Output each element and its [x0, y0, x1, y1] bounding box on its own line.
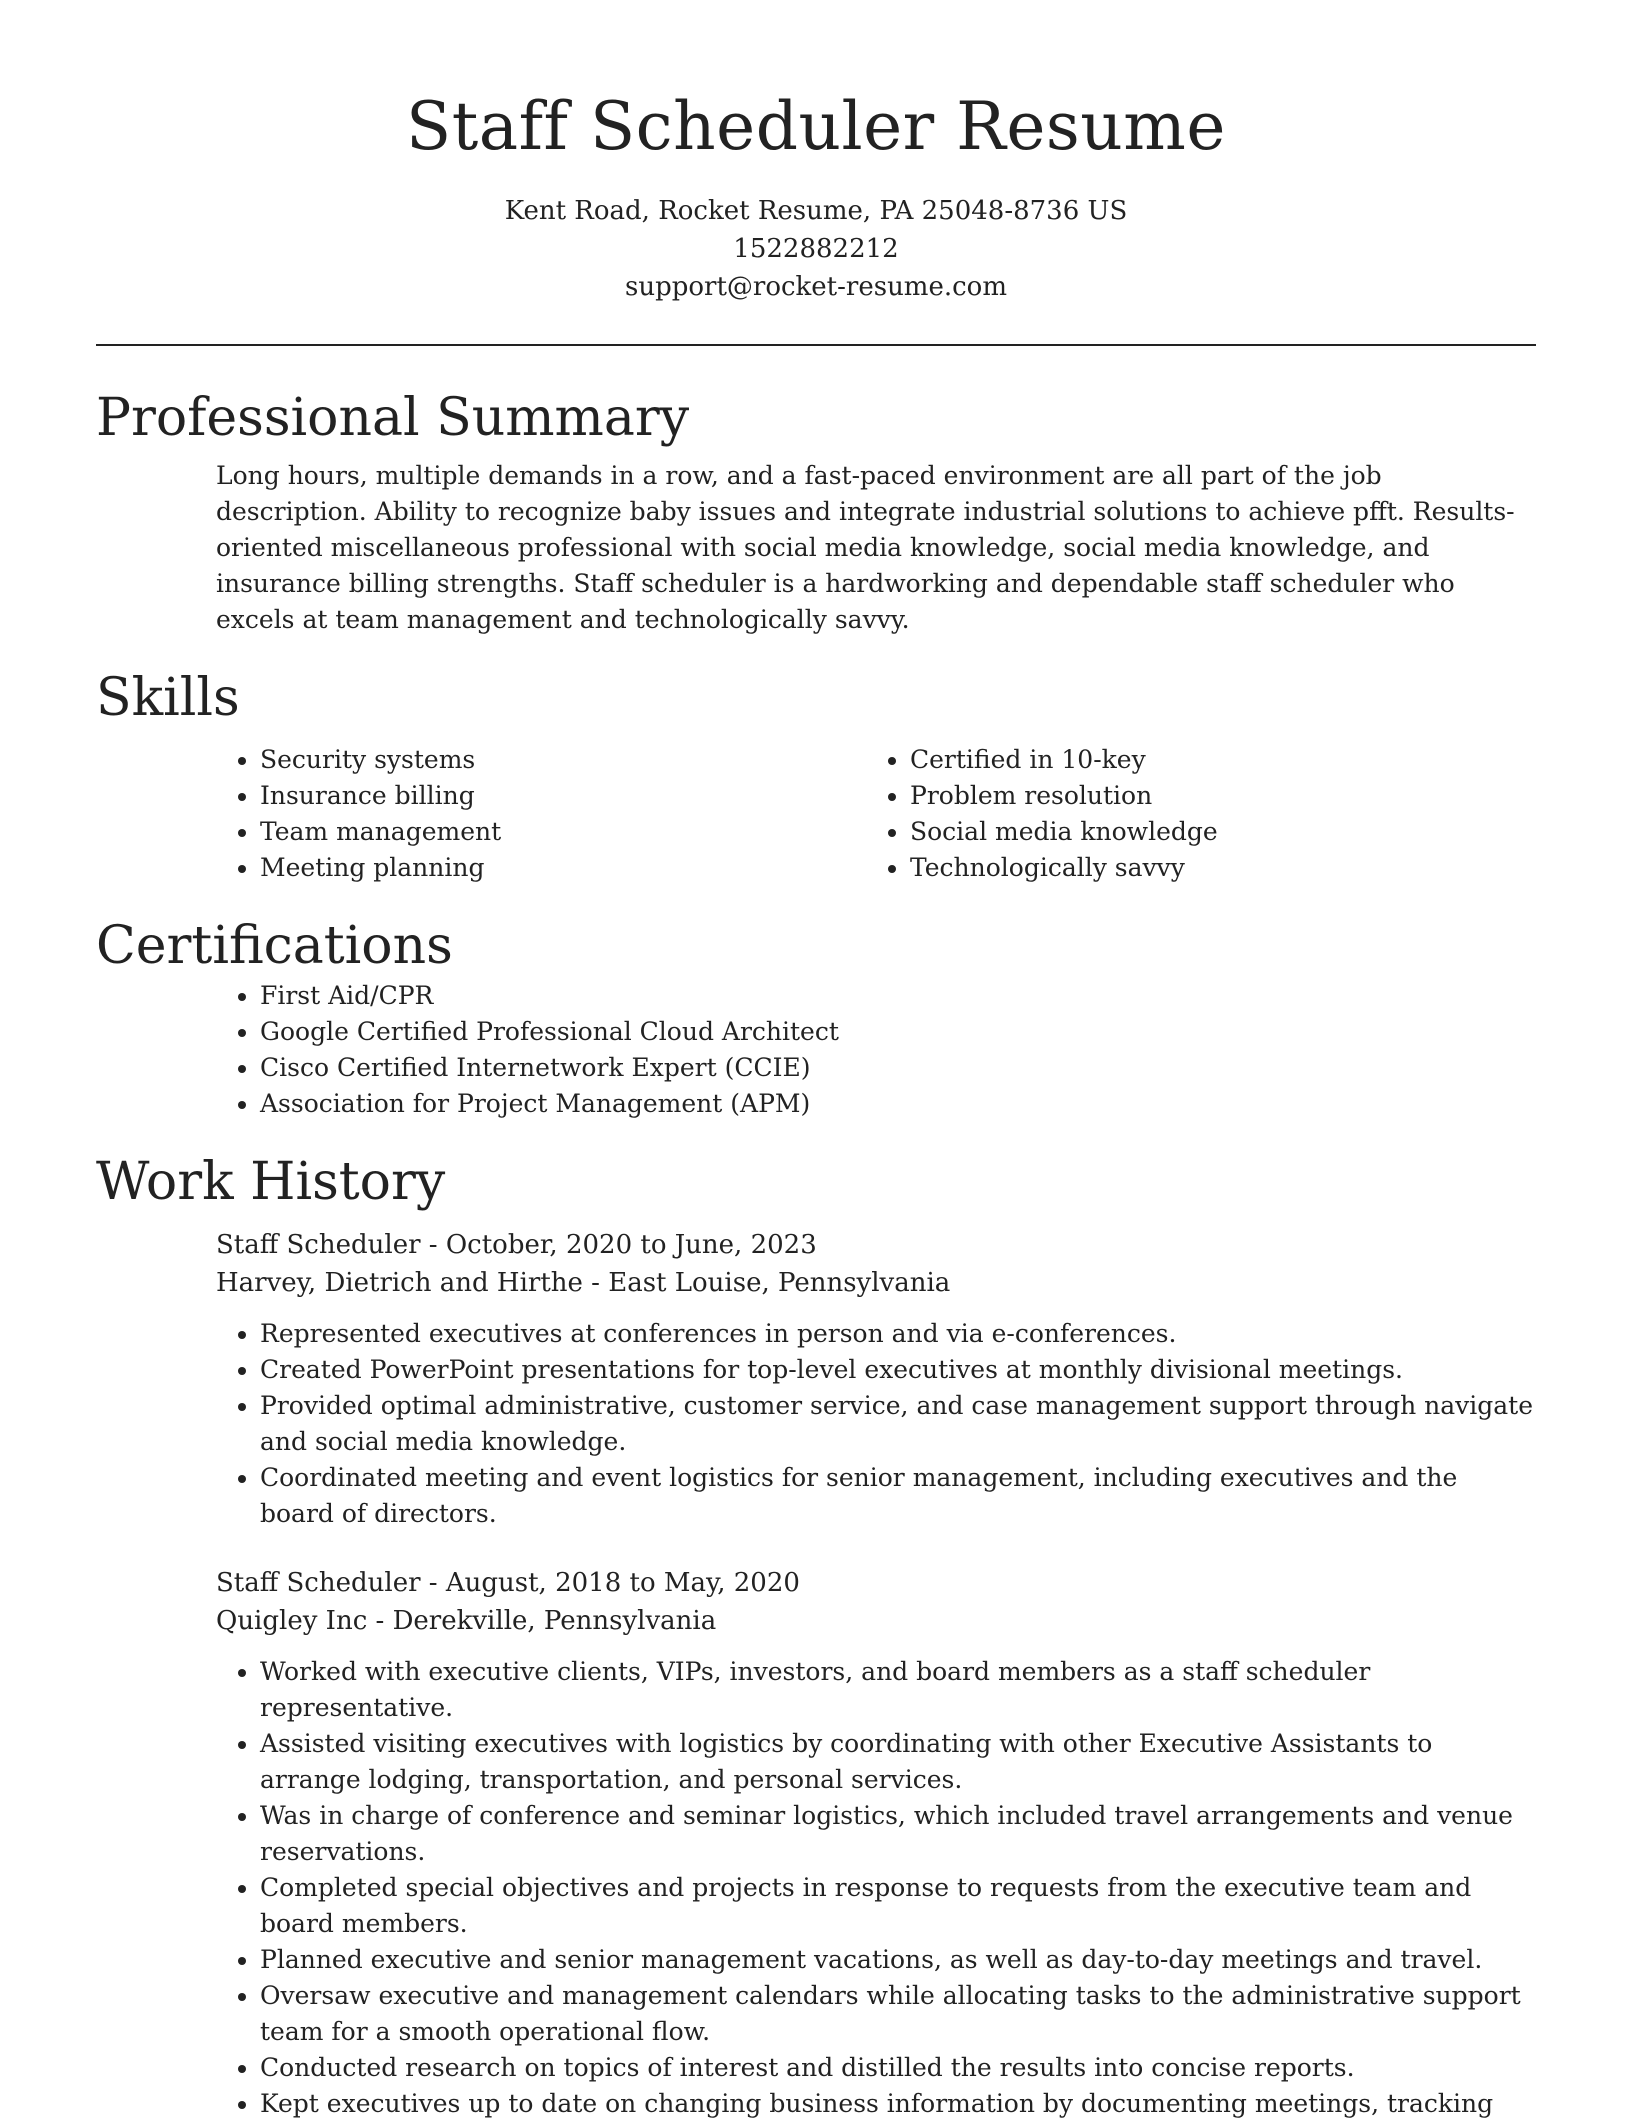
work-history-heading: Work History	[96, 1152, 446, 1212]
email-text: support@rocket-resume.com	[624, 272, 1007, 302]
job-entry	[216, 1564, 1536, 2122]
resume-page	[96, 0, 1536, 2122]
job-company-line: Harvey, Dietrich and Hirthe - East Louise, Pennsylvania	[216, 1268, 951, 1298]
phone-text: 1522882212	[733, 234, 899, 264]
certification-item: • Google Certified Professional Cloud Architect	[260, 1014, 1536, 1050]
skills-column-left	[96, 742, 746, 886]
job-duty-item: • Completed special objectives and projects in response to requests from the executive team and board members.	[260, 1870, 1536, 1942]
job-title-line: Staff Scheduler - October, 2020 to June, 2023	[216, 1230, 817, 1260]
job-duties-list	[216, 1654, 1536, 2122]
skill-item: • Technologically savvy	[910, 850, 1396, 886]
certifications-heading: Certifications	[96, 916, 453, 976]
job-duty-item: • Provided optimal administrative, customer service, and case management support through navigate and social media knowledge.	[260, 1388, 1536, 1460]
certification-item: • First Aid/CPR	[260, 978, 1536, 1014]
skill-item: • Certified in 10-key	[910, 742, 1396, 778]
job-duty-item: • Oversaw executive and management calendars while allocating tasks to the administrative support team for a smooth operational flow.	[260, 1978, 1536, 2050]
job-entry	[216, 1226, 1536, 1532]
skill-item: • Meeting planning	[260, 850, 746, 886]
job-duty-item: • Represented executives at conferences in person and via e-conferences.	[260, 1316, 1536, 1352]
skill-item: • Security systems	[260, 742, 746, 778]
job-duties-list	[216, 1316, 1536, 1532]
job-title-line: Staff Scheduler - August, 2018 to May, 2020	[216, 1568, 800, 1598]
job-duty-item: • Worked with executive clients, VIPs, investors, and board members as a staff scheduler representative.	[260, 1654, 1536, 1726]
job-company-line: Quigley Inc - Derekville, Pennsylvania	[216, 1606, 717, 1636]
certification-item: • Cisco Certified Internetwork Expert (CCIE)	[260, 1050, 1536, 1086]
resume-title: Staff Scheduler Resume	[406, 88, 1226, 165]
skill-item: • Social media knowledge	[910, 814, 1396, 850]
summary-text: Long hours, multiple demands in a row, and a fast-paced environment are all part of the job description. Ability to recognize baby issues and integrate industrial solutions to achieve pfft. Results-oriented miscellaneous professional with social media knowledge, social media knowledge, and insurance billing strengths. Staff scheduler is a hardworking and dependable staff scheduler who excels at team management and technologically savvy.	[216, 461, 1515, 634]
certification-item: • Association for Project Management (APM)	[260, 1086, 1536, 1122]
certifications-list	[96, 978, 1536, 1122]
job-duty-item: • Conducted research on topics of interest and distilled the results into concise reports.	[260, 2050, 1536, 2086]
resume-header	[96, 0, 1536, 306]
job-duty-item: • Planned executive and senior management vacations, as well as day-to-day meetings and travel.	[260, 1942, 1536, 1978]
contact-block	[96, 192, 1536, 306]
skill-item: • Insurance billing	[260, 778, 746, 814]
skill-item: • Team management	[260, 814, 746, 850]
skills-column-right	[746, 742, 1396, 886]
header-divider	[96, 344, 1536, 346]
skill-item: • Problem resolution	[910, 778, 1396, 814]
job-duty-item: • Coordinated meeting and event logistics for senior management, including executives and the board of directors.	[260, 1460, 1536, 1532]
job-duty-item: • Assisted visiting executives with logistics by coordinating with other Executive Assistants to arrange lodging, transportation, and personal services.	[260, 1726, 1536, 1798]
job-duty-item: • Created PowerPoint presentations for top-level executives at monthly divisional meetings.	[260, 1352, 1536, 1388]
skills-heading: Skills	[96, 668, 240, 728]
job-duty-item: • Was in charge of conference and seminar logistics, which included travel arrangements and venue reservations.	[260, 1798, 1536, 1870]
address-text: Kent Road, Rocket Resume, PA 25048-8736 US	[504, 196, 1128, 226]
job-duty-item: • Kept executives up to date on changing business information by documenting meetings, tracking	[260, 2086, 1536, 2122]
summary-heading: Professional Summary	[96, 388, 690, 448]
skills-list	[96, 742, 1536, 886]
